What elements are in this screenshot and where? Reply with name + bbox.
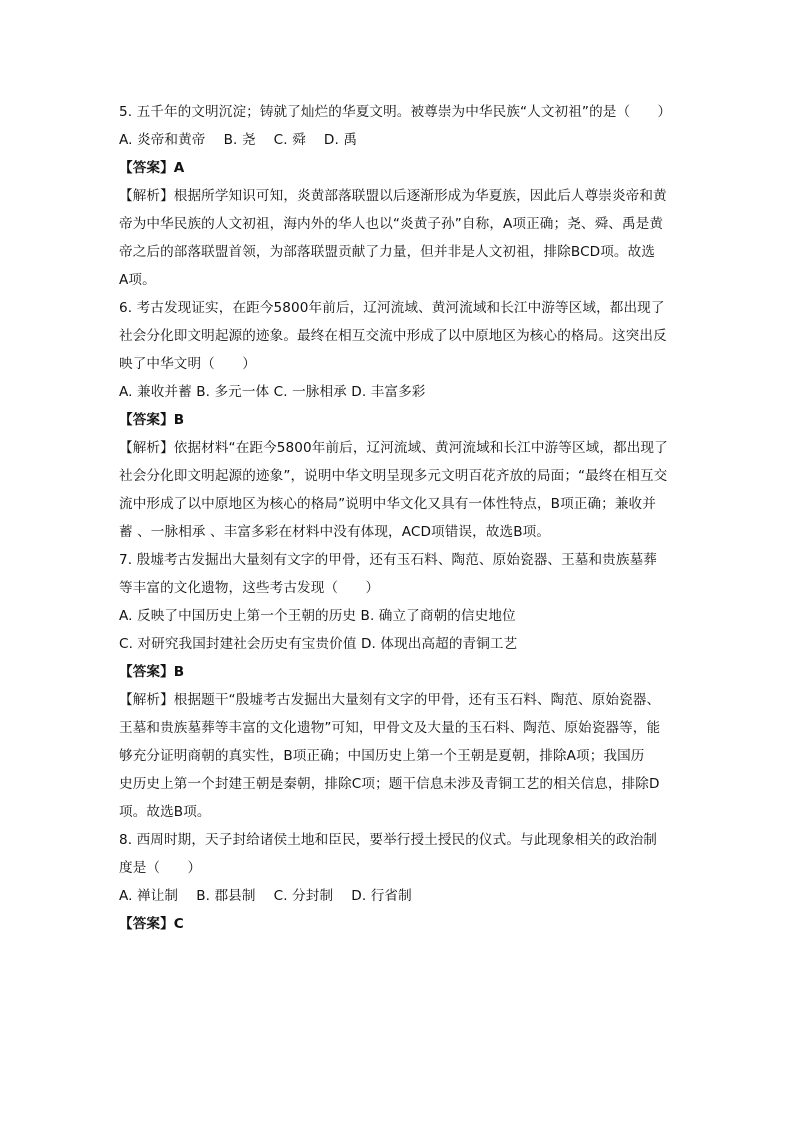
question-8-stem-line-1: 8. 西周时期，天子封给诸侯土地和臣民，要举行授土授民的仪式。与此现象相关的政治制	[119, 832, 657, 848]
question-5-answer: 【答案】A	[119, 160, 185, 176]
question-7-answer: 【答案】B	[119, 664, 185, 680]
question-6-stem-line-3: 映了中华文明（ ）	[119, 356, 256, 372]
question-7-analysis-line-3: 够充分证明商朝的真实性，B项正确；中国历史上第一个王朝是夏朝，排除A项；我国历	[119, 748, 645, 764]
question-6-answer: 【答案】B	[119, 412, 185, 428]
document-page	[119, 98, 679, 938]
question-6-analysis-line-3: 流中形成了以中原地区为核心的格局”说明中华文化又具有一体性特点，B项正确；兼收并	[119, 496, 656, 512]
question-7-stem-line-1: 7. 殷墟考古发掘出大量刻有文字的甲骨，还有玉石料、陶范、原始瓷器、王墓和贵族墓葬	[119, 552, 657, 568]
question-5-analysis-line-3: 帝之后的部落联盟首领，为部落联盟贡献了力量，但并非是人文初祖，排除BCD项。故选	[119, 244, 656, 260]
question-6-options: A. 兼收并蓄 B. 多元一体 C. 一脉相承 D. 丰富多彩	[119, 384, 426, 400]
question-5-stem: 5. 五千年的文明沉淀；铸就了灿烂的华夏文明。被尊崇为中华民族“人文初祖”的是（ ）	[119, 104, 672, 120]
question-5-analysis-line-2: 帝为中华民族的人文初祖，海内外的华人也以“炎黄子孙”自称，A项正确；尧、舜、禹是黄	[119, 216, 664, 232]
question-6-analysis-line-2: 社会分化即文明起源的迹象”，说明中华文明呈现多元文明百花齐放的局面；“最终在相互交	[119, 468, 668, 484]
question-7-stem-line-2: 等丰富的文化遗物，这些考古发现（ ）	[119, 580, 380, 596]
question-8-stem-line-2: 度是（ ）	[119, 860, 202, 876]
question-8-answer: 【答案】C	[119, 916, 184, 932]
question-7-options-row-2: C. 对研究我国封建社会历史有宝贵价值 D. 体现出高超的青铜工艺	[119, 636, 518, 652]
question-7-analysis-line-2: 王墓和贵族墓葬等丰富的文化遗物”可知，甲骨文及大量的玉石料、陶范、原始瓷器等，能	[119, 720, 661, 736]
question-8-options: A. 禅让制 B. 郡县制 C. 分封制 D. 行省制	[119, 888, 412, 904]
question-7-options-row-1: A. 反映了中国历史上第一个王朝的历史 B. 确立了商朝的信史地位	[119, 608, 516, 624]
question-7-analysis-line-1: 【解析】根据题干“殷墟考古发掘出大量刻有文字的甲骨，还有玉石料、陶范、原始瓷器、	[119, 692, 661, 708]
question-5-analysis-line-4: A项。	[119, 272, 156, 288]
question-7-analysis-line-5: 项。故选B项。	[119, 804, 211, 820]
question-6-stem-line-1: 6. 考古发现证实，在距今5800年前后，辽河流域、黄河流域和长江中游等区域，都出现了	[119, 300, 665, 316]
question-6-analysis-line-4: 蓄 、一脉相承 、丰富多彩在材料中没有体现，ACD项错误，故选B项。	[119, 524, 551, 540]
question-6-stem-line-2: 社会分化即文明起源的迹象。最终在相互交流中形成了以中原地区为核心的格局。这突出反	[119, 328, 667, 344]
question-5-options: A. 炎帝和黄帝 B. 尧 C. 舜 D. 禹	[119, 132, 358, 148]
question-6-analysis-line-1: 【解析】依据材料“在距今5800年前后，辽河流域、黄河流域和长江中游等区域，都出现了	[119, 440, 668, 456]
question-7-analysis-line-4: 史历史上第一个封建王朝是秦朝，排除C项；题干信息未涉及青铜工艺的相关信息，排除D	[119, 776, 660, 792]
question-5-analysis-line-1: 【解析】根据所学知识可知，炎黄部落联盟以后逐渐形成为华夏族，因此后人尊崇炎帝和黄	[119, 188, 667, 204]
